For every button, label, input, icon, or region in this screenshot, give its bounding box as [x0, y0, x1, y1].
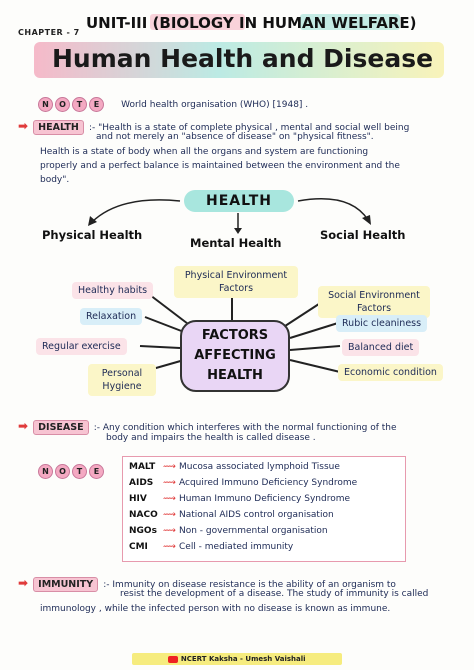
abbreviation-table: [122, 456, 406, 562]
table-row: MALT ⟿ Mucosa associated lymphoid Tissue: [129, 462, 340, 472]
factors-core-line: AFFECTING: [194, 348, 276, 363]
immunity-line: immunology , while the infected person with no disease is known as immune.: [40, 604, 391, 614]
note-letter: T: [72, 97, 87, 112]
factor-rubic-cleaniness: Rubic cleaniness: [336, 315, 427, 332]
health-tag: HEALTH: [33, 120, 84, 135]
arrow-right-icon: ➡: [18, 419, 29, 433]
table-row: AIDS ⟿ Acquired Immuno Deficiency Syndrome: [129, 478, 358, 488]
health-line: and not merely an "absence of disease" on "physical fitness".: [96, 132, 374, 142]
footer-text: NCERT Kaksha - Umesh Vaishali: [180, 655, 306, 663]
note-text: World health organisation (WHO) [1948] .: [121, 100, 309, 110]
health-line: :- "Health is a state of complete physical , mental and social well being: [88, 123, 410, 133]
disease-tag: DISEASE: [33, 420, 88, 435]
physical-health-label: Physical Health: [42, 228, 143, 242]
note-letter: O: [55, 97, 70, 112]
note-letter: E: [89, 464, 104, 479]
factors-core-line: HEALTH: [207, 368, 263, 383]
factor-physical-environment: Physical Environment Factors: [174, 266, 298, 298]
note-letter: N: [38, 464, 53, 479]
health-node: HEALTH: [184, 190, 294, 212]
arrow-right-icon: ➡: [18, 119, 29, 133]
mental-health-label: Mental Health: [190, 236, 282, 250]
health-line: Health is a state of body when all the organs and system are functioning: [40, 147, 369, 157]
disease-line: body and impairs the health is called disease .: [106, 433, 316, 443]
chapter-label: CHAPTER - 7: [18, 28, 80, 37]
disease-line: :- Any condition which interferes with the normal functioning of the: [93, 423, 397, 433]
note-letter: T: [72, 464, 87, 479]
factor-personal-hygiene: Personal Hygiene: [88, 364, 156, 396]
note-letter: E: [89, 97, 104, 112]
note-row-who: [38, 92, 308, 112]
immunity-tag: IMMUNITY: [33, 577, 98, 592]
immunity-line: :- Immunity on disease resistance is the ability of an organism to: [103, 580, 396, 590]
table-row: NGOs ⟿ Non - governmental organisation: [129, 526, 328, 536]
factor-relaxation: Relaxation: [80, 308, 142, 325]
table-row: HIV ⟿ Human Immuno Deficiency Syndrome: [129, 494, 351, 504]
unit-heading: UNIT-III (BIOLOGY IN HUMAN WELFARE): [86, 14, 417, 32]
table-row: NACO ⟿ National AIDS control organisation: [129, 510, 334, 520]
factor-balanced-diet: Balanced diet: [342, 339, 419, 356]
youtube-icon: [168, 656, 178, 663]
immunity-line: resist the development of a disease. The study of immunity is called: [120, 589, 429, 599]
table-row: CMI ⟿ Cell - mediated immunity: [129, 542, 294, 552]
note-letter: O: [55, 464, 70, 479]
health-line: body".: [40, 175, 70, 185]
factor-regular-exercise: Regular exercise: [36, 338, 127, 355]
factors-core-node: [180, 320, 290, 392]
note-letter: N: [38, 97, 53, 112]
page-title: Human Health and Disease: [52, 44, 434, 73]
factor-healthy-habits: Healthy habits: [72, 282, 153, 299]
arrow-right-icon: ➡: [18, 576, 29, 590]
social-health-label: Social Health: [320, 228, 406, 242]
note-badge: [38, 459, 106, 479]
factor-economic-condition: Economic condition: [338, 364, 443, 381]
footer-credit: [132, 653, 342, 665]
health-line: properly and a perfect balance is maintained between the environment and the: [40, 161, 400, 171]
factor-social-environment: Social Environment Factors: [318, 286, 430, 318]
factors-core-line: FACTORS: [201, 328, 269, 343]
